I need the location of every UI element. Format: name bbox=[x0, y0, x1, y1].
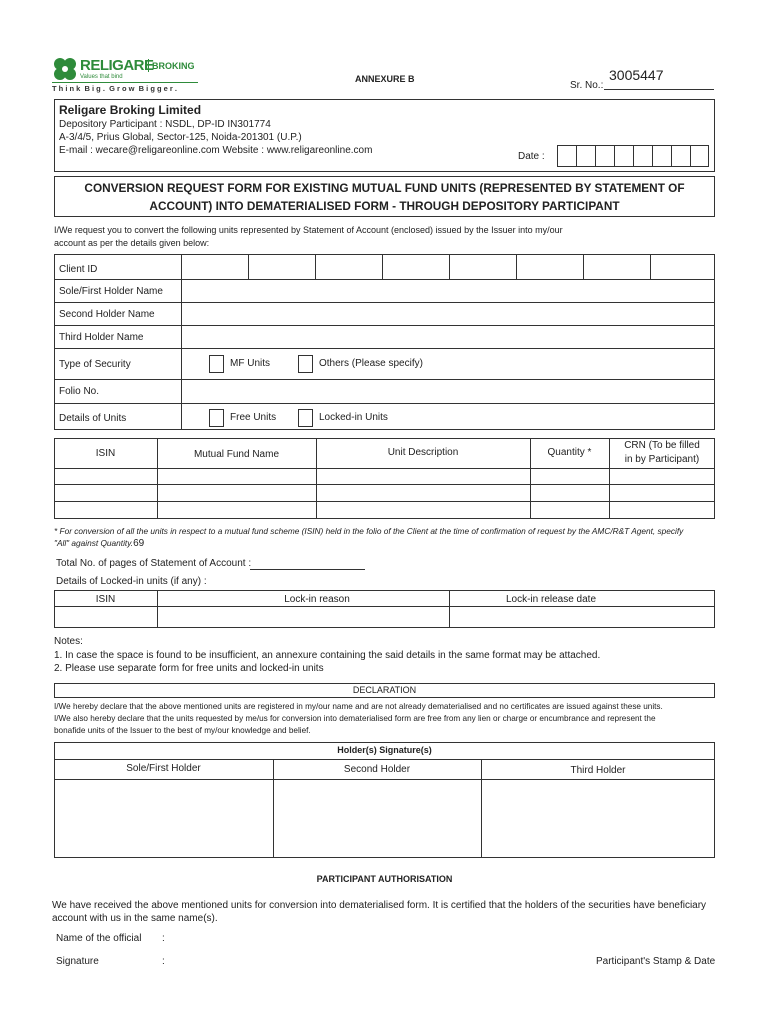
company-address: A-3/4/5, Prius Global, Sector-125, Noida-201301 (U.P.) bbox=[59, 132, 302, 143]
units-header-fund-name: Mutual Fund Name bbox=[193, 449, 280, 460]
form-title-line1: CONVERSION REQUEST FORM FOR EXISTING MUTUAL FUND UNITS (REPRESENTED BY STATEMENT OF bbox=[84, 181, 685, 195]
notes-title: Notes: bbox=[54, 636, 83, 647]
footnote-line2 bbox=[54, 538, 144, 549]
mf-units-label: MF Units bbox=[230, 358, 270, 369]
company-contact: E-mail : wecare@religareonline.com Website : www.religareonline.com bbox=[59, 145, 373, 156]
sr-no-line bbox=[604, 89, 714, 90]
mf-units-checkbox[interactable] bbox=[209, 355, 224, 373]
note-1: 1. In case the space is found to be insufficient, an annexure containing the said details in the same format may be attached. bbox=[54, 650, 601, 661]
others-label: Others (Please specify) bbox=[319, 358, 423, 369]
units-header-description: Unit Description bbox=[387, 447, 459, 458]
authorisation-title: PARTICIPANT AUTHORISATION bbox=[316, 874, 453, 884]
sr-no-value[interactable]: 3005447 bbox=[609, 67, 664, 83]
date-label: Date : bbox=[518, 151, 545, 162]
signature-colon: : bbox=[162, 956, 165, 967]
locked-details-label: Details of Locked-in units (if any) : bbox=[56, 576, 207, 587]
official-signature-input[interactable] bbox=[172, 953, 392, 969]
signature-label: Signature bbox=[56, 956, 99, 967]
table-row[interactable] bbox=[55, 469, 714, 484]
logo-division: BROKING bbox=[152, 61, 195, 71]
locked-units-label: Locked-in Units bbox=[319, 412, 388, 423]
locked-header-release-date: Lock-in release date bbox=[505, 594, 597, 605]
table-row[interactable] bbox=[55, 502, 714, 518]
locked-header-reason: Lock-in reason bbox=[284, 594, 350, 605]
units-header-quantity: Quantity * bbox=[547, 447, 592, 458]
signatures-title: Holder(s) Signature(s) bbox=[337, 745, 432, 755]
free-units-checkbox[interactable] bbox=[209, 409, 224, 427]
folio-no-label: Folio No. bbox=[59, 386, 100, 397]
third-holder-label: Third Holder Name bbox=[59, 332, 144, 343]
locked-units-checkbox[interactable] bbox=[298, 409, 313, 427]
total-pages-input[interactable] bbox=[250, 569, 365, 570]
units-header-isin: ISIN bbox=[95, 448, 116, 459]
clover-icon bbox=[52, 56, 78, 82]
sr-no-label: Sr. No.: bbox=[570, 80, 604, 91]
intro-line1: I/We request you to convert the following units represented by Statement of Account (enclosed) issued by the Issuer into my/our bbox=[54, 225, 563, 235]
stamp-date-label: Participant's Stamp & Date bbox=[596, 956, 716, 967]
logo-underline bbox=[52, 82, 198, 83]
logo-divider bbox=[148, 59, 149, 72]
details-of-units-label: Details of Units bbox=[59, 413, 127, 424]
intro-line2: account as per the details given below: bbox=[54, 238, 210, 248]
company-line1: Depository Participant : NSDL, DP-ID IN301774 bbox=[59, 119, 271, 130]
third-holder-input[interactable] bbox=[182, 326, 714, 347]
locked-header-isin: ISIN bbox=[95, 594, 116, 605]
footnote-page-ref: 69 bbox=[133, 538, 145, 549]
declaration-title: DECLARATION bbox=[352, 685, 417, 695]
first-holder-input[interactable] bbox=[182, 280, 714, 301]
authorisation-line2: account with us in the same name(s). bbox=[52, 913, 218, 924]
second-holder-input[interactable] bbox=[182, 303, 714, 324]
first-holder-signature[interactable] bbox=[55, 780, 272, 857]
first-holder-sig-label: Sole/First Holder bbox=[126, 763, 201, 774]
third-holder-sig-label: Third Holder bbox=[570, 765, 626, 776]
annexure-label: ANNEXURE B bbox=[355, 74, 415, 84]
second-holder-sig-label: Second Holder bbox=[343, 764, 411, 775]
footnote-all-text: "All" against Quantity. bbox=[54, 538, 134, 548]
units-header-crn-line2: in by Participant) bbox=[624, 454, 700, 465]
form-title-line2: ACCOUNT) INTO DEMATERIALISED FORM - THROUGH DEPOSITORY PARTICIPANT bbox=[149, 199, 620, 213]
type-of-security-label: Type of Security bbox=[59, 359, 131, 370]
declaration-line3: bonafide units of the Issuer to the best of my/our knowledge and belief. bbox=[54, 726, 311, 735]
declaration-line2: I/We also hereby declare that the units requested by me/us for conversion into dematerialised form are free from any lien or charge or encumbrance and represent the bbox=[54, 714, 656, 723]
total-pages-label: Total No. of pages of Statement of Account : bbox=[56, 558, 252, 569]
units-header-crn-line1: CRN (To be filled bbox=[624, 440, 700, 451]
client-id-label: Client ID bbox=[59, 264, 98, 275]
logo-subtitle: Values that bind bbox=[80, 74, 123, 80]
authorisation-line1: We have received the above mentioned units for conversion into dematerialised form. It is certified that the holders of the securities have beneficiary bbox=[52, 900, 707, 911]
official-name-input[interactable] bbox=[172, 930, 392, 946]
client-id-input[interactable] bbox=[182, 255, 714, 278]
second-holder-signature[interactable] bbox=[274, 780, 480, 857]
declaration-line1: I/We hereby declare that the above mentioned units are registered in my/our name and are not already dematerialised and no certificates are issued against these units. bbox=[54, 702, 663, 711]
company-name: Religare Broking Limited bbox=[59, 103, 202, 117]
first-holder-label: Sole/First Holder Name bbox=[59, 286, 163, 297]
tagline: T h i n k B i g . G r o w B i g g e r . bbox=[52, 84, 178, 93]
footnote-line1: * For conversion of all the units in respect to a mutual fund scheme (ISIN) held in the folio of the Client at the time of confirmation of request by the AMC/R&T Agent, specify bbox=[54, 526, 684, 536]
table-row[interactable] bbox=[55, 485, 714, 501]
others-checkbox[interactable] bbox=[298, 355, 313, 373]
table-row[interactable] bbox=[55, 607, 714, 627]
note-2: 2. Please use separate form for free units and locked-in units bbox=[54, 663, 324, 674]
folio-no-input[interactable] bbox=[182, 380, 714, 402]
free-units-label: Free Units bbox=[230, 412, 277, 423]
third-holder-signature[interactable] bbox=[482, 780, 714, 857]
official-name-colon: : bbox=[162, 933, 165, 944]
official-name-label: Name of the official bbox=[56, 933, 142, 944]
logo-name: RELIGARE bbox=[80, 57, 154, 74]
second-holder-label: Second Holder Name bbox=[59, 309, 155, 320]
